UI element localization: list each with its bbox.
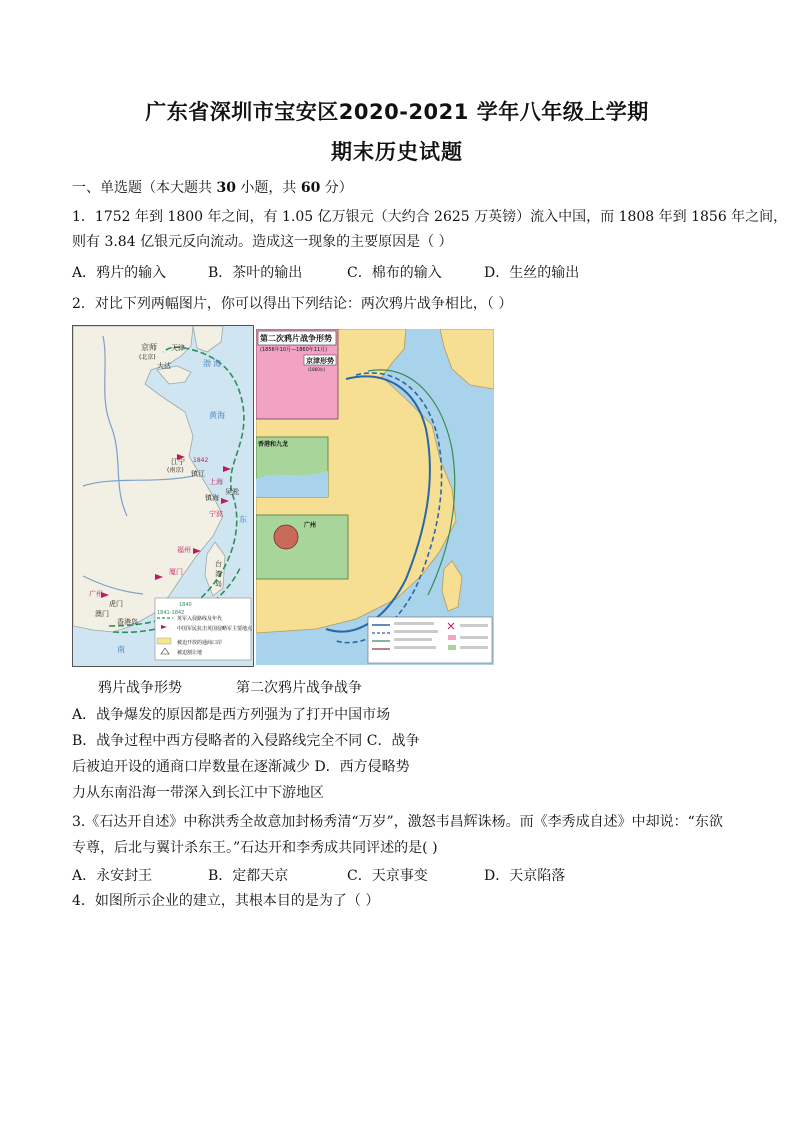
- place-label: 岛: [215, 580, 222, 588]
- place-label: 香港岛: [117, 618, 138, 626]
- map1-legend: [155, 598, 253, 660]
- place-label: 大沽: [157, 362, 171, 370]
- q1-stem-line1: 1．1752 年到 1800 年之间，有 1.05 亿万银元（大约合 2625 万英镑）流入中国，而 1808 年到 1856 年之间，: [72, 209, 788, 225]
- place-label: 宁波: [209, 510, 223, 518]
- legend-text: 中国军民抗击英国侵略军主要地点: [177, 626, 253, 632]
- section-heading: 一、单选题（本大题共 30 小题，共 60 分）: [72, 180, 353, 196]
- q1-options: [72, 262, 732, 282]
- exam-title-line2: 期末历史试题: [331, 140, 463, 164]
- legend-year: 1841-1842: [157, 610, 185, 616]
- legend-text-placeholder: [460, 636, 488, 639]
- q3-option-d[interactable]: D．天京陷落: [484, 868, 566, 884]
- place-label: 厦门: [169, 568, 183, 576]
- place-label: 吴淞: [225, 488, 239, 496]
- map2-title: 第二次鸦片战争形势: [260, 334, 332, 343]
- q1-option-c[interactable]: C．棉布的输入: [347, 265, 442, 281]
- caption-opium-war: 鸦片战争形势: [98, 680, 182, 696]
- inset3-label: 广州: [304, 522, 317, 529]
- q3-option-b[interactable]: B．定都天京: [208, 868, 289, 884]
- place-label: 湾: [215, 570, 222, 578]
- place-label: (南京): [167, 467, 184, 474]
- place-label: 南: [117, 645, 125, 654]
- guangzhou-city: [274, 525, 298, 549]
- legend-text: 被迫割让地: [177, 650, 203, 656]
- q1-option-d[interactable]: D．生丝的输出: [484, 265, 580, 281]
- q4-stem: 4．如图所示企业的建立，其根本目的是为了（ ）: [72, 893, 380, 909]
- place-label: 广州: [89, 590, 103, 598]
- inset1-sublabel: (1860年): [308, 367, 326, 372]
- q2-option-line3[interactable]: 后被迫开设的通商口岸数量在逐渐减少 D．西方侵略势: [72, 759, 410, 775]
- place-label: 镇江: [191, 470, 205, 478]
- q3-option-a[interactable]: A．永安封王: [72, 868, 153, 884]
- place-label: 江宁: [171, 458, 185, 466]
- legend-text-placeholder: [394, 630, 438, 633]
- place-label: 东: [239, 515, 247, 524]
- q2-option-line1[interactable]: A．战争爆发的原因都是西方列强为了打开中国市场: [72, 707, 391, 723]
- place-label: 黄海: [209, 411, 225, 420]
- legend-text-placeholder: [460, 624, 488, 627]
- legend-text: 英军入侵路线及年代: [177, 616, 223, 622]
- q2-option-line2[interactable]: B．战争过程中西方侵略者的入侵路线完全不同 C．战争: [72, 733, 420, 749]
- place-label: 渤: [203, 359, 211, 368]
- q3-option-c[interactable]: C．天京事变: [347, 868, 428, 884]
- legend-port-swatch: [157, 638, 171, 644]
- legend-text-placeholder: [394, 646, 436, 649]
- q3-options: [72, 865, 732, 885]
- opium-war-map: [72, 325, 254, 667]
- place-label: 福州: [177, 546, 191, 554]
- exam-title-line1: 广东省深圳市宝安区2020-2021 学年八年级上学期: [145, 100, 649, 124]
- q1-option-b[interactable]: B．茶叶的输出: [208, 265, 303, 281]
- place-label: 天津: [171, 344, 185, 352]
- q3-stem-line1: 3.《石达开自述》中称洪秀全故意加封杨秀清“万岁”，激怒韦昌辉诛杨。而《李秀成自述》中却说：“东欲: [72, 814, 723, 830]
- q2-stem: 2．对比下列两幅图片，你可以得出下列结论：两次鸦片战争相比，（ ）: [72, 296, 513, 312]
- legend-year: 1840: [179, 602, 192, 608]
- legend-text-placeholder: [394, 622, 434, 625]
- map2-subtitle: (1856年10月—1860年11月): [260, 347, 328, 353]
- place-label: 镇海: [205, 494, 219, 502]
- place-label: 海: [213, 359, 221, 368]
- place-label: 澳门: [95, 610, 109, 618]
- legend-swatch: [448, 635, 456, 640]
- place-label: 上海: [209, 478, 223, 486]
- legend-text-placeholder: [394, 638, 432, 641]
- place-label: 1842: [193, 457, 209, 464]
- caption-second-opium-war: 第二次鸦片战争战争: [236, 680, 362, 696]
- second-opium-war-map: [256, 329, 494, 665]
- legend-text-placeholder: [460, 646, 488, 649]
- q1-stem-line2: 则有 3.84 亿银元反向流动。造成这一现象的主要原因是（ ）: [72, 234, 453, 250]
- place-label: (北京): [139, 354, 156, 361]
- guangzhou-inset: [256, 515, 348, 579]
- place-label: 虎门: [109, 600, 123, 608]
- place-label: 台: [215, 560, 222, 568]
- inset2-label: 香港和九龙: [258, 441, 289, 448]
- opium-war-map-svg: [73, 326, 253, 666]
- inset1-label: 京津形势: [306, 357, 334, 365]
- legend-swatch: [448, 645, 456, 650]
- q3-stem-line2: 专尊，后北与翼计杀东王。”石达开和李秀成共同评述的是( ): [72, 840, 438, 856]
- legend-text: 被迫开放的通商口岸: [177, 640, 223, 646]
- q1-option-a[interactable]: A．鸦片的输入: [72, 265, 167, 281]
- second-opium-war-map-svg: [256, 329, 494, 665]
- q2-option-line4[interactable]: 力从东南沿海一带深入到长江中下游地区: [72, 785, 324, 801]
- place-label: 京师: [141, 343, 157, 352]
